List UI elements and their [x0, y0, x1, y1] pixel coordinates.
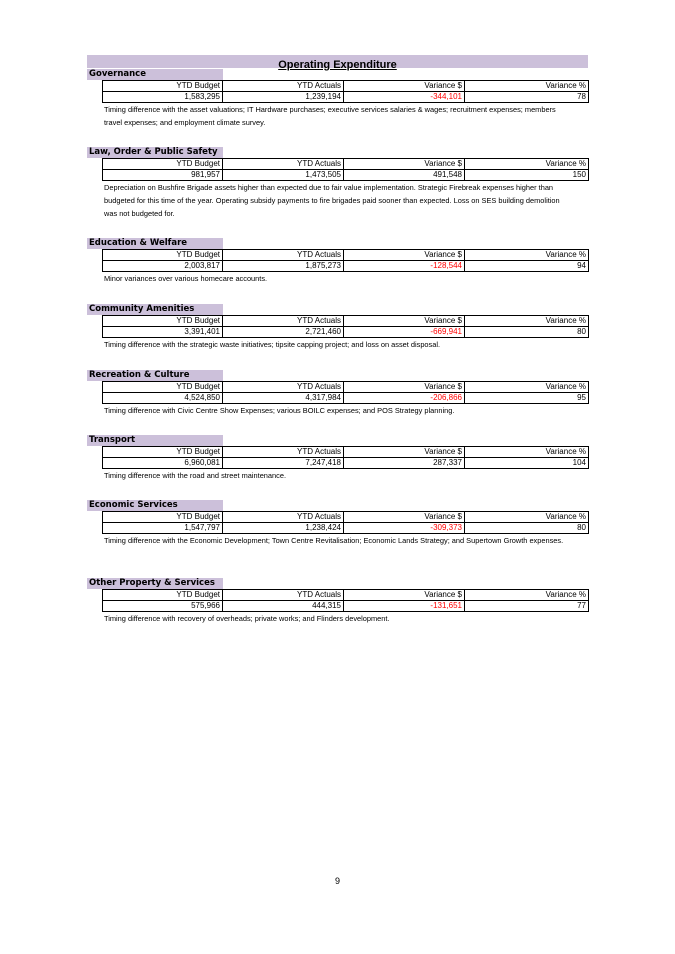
- column-header: Variance $: [344, 382, 465, 393]
- column-header: YTD Budget: [103, 590, 223, 601]
- column-header: YTD Budget: [103, 81, 223, 92]
- variance-dollar-cell: -344,101: [344, 92, 465, 103]
- ytd-actuals-cell: 1,238,424: [223, 523, 344, 534]
- section-other-property-services: [87, 578, 588, 625]
- table-header-row: [103, 250, 589, 261]
- column-header: Variance %: [465, 512, 589, 523]
- column-header: YTD Actuals: [223, 590, 344, 601]
- column-header: YTD Actuals: [223, 316, 344, 327]
- ytd-budget-cell: 981,957: [103, 170, 223, 181]
- variance-dollar-cell: -669,941: [344, 327, 465, 338]
- section-heading: Community Amenities: [87, 304, 223, 315]
- variance-percent-cell: 95: [465, 393, 589, 404]
- variance-note: Timing difference with the asset valuations; IT Hardware purchases; executive services salaries & wages; recruitment expenses; members travel expenses; and employment climate survey.: [104, 105, 556, 127]
- table-header-row: [103, 447, 589, 458]
- page-title: Operating Expenditure: [278, 59, 397, 71]
- section-heading: Other Property & Services: [87, 578, 223, 589]
- section-education-welfare: [87, 238, 588, 285]
- section-heading: Governance: [87, 69, 223, 80]
- ytd-budget-cell: 1,583,295: [103, 92, 223, 103]
- title-bar: [87, 55, 588, 71]
- variance-table: [102, 511, 589, 534]
- column-header: Variance %: [465, 159, 589, 170]
- table-header-row: [103, 316, 589, 327]
- variance-table: [102, 589, 589, 612]
- column-header: YTD Budget: [103, 159, 223, 170]
- column-header: Variance %: [465, 590, 589, 601]
- ytd-budget-cell: 3,391,401: [103, 327, 223, 338]
- table-header-row: [103, 81, 589, 92]
- table-row: [103, 170, 589, 181]
- table-row: [103, 327, 589, 338]
- table-row: [103, 393, 589, 404]
- variance-table: [102, 381, 589, 404]
- section-heading: Education & Welfare: [87, 238, 223, 249]
- section-heading: Economic Services: [87, 500, 223, 511]
- variance-note: Timing difference with the strategic waste initiatives; tipsite capping project; and loss on asset disposal.: [104, 340, 441, 349]
- variance-table: [102, 80, 589, 103]
- column-header: Variance $: [344, 250, 465, 261]
- table-row: [103, 261, 589, 272]
- variance-note: Timing difference with the road and street maintenance.: [104, 471, 286, 480]
- section-community-amenities: [87, 304, 588, 351]
- column-header: YTD Actuals: [223, 447, 344, 458]
- ytd-actuals-cell: 444,315: [223, 601, 344, 612]
- variance-dollar-cell: 491,548: [344, 170, 465, 181]
- ytd-actuals-cell: 1,239,194: [223, 92, 344, 103]
- variance-note: Minor variances over various homecare accounts.: [104, 274, 268, 283]
- column-header: Variance $: [344, 316, 465, 327]
- ytd-budget-cell: 1,547,797: [103, 523, 223, 534]
- variance-table: [102, 158, 589, 181]
- variance-note: Timing difference with Civic Centre Show Expenses; various BOILC expenses; and POS Strategy planning.: [104, 406, 455, 415]
- section-law-order-public-safety: [87, 147, 588, 220]
- column-header: YTD Budget: [103, 512, 223, 523]
- column-header: Variance %: [465, 316, 589, 327]
- column-header: Variance %: [465, 447, 589, 458]
- ytd-actuals-cell: 1,473,505: [223, 170, 344, 181]
- section-governance: [87, 69, 588, 129]
- column-header: Variance %: [465, 81, 589, 92]
- table-row: [103, 523, 589, 534]
- ytd-actuals-cell: 4,317,984: [223, 393, 344, 404]
- variance-percent-cell: 77: [465, 601, 589, 612]
- section-recreation-culture: [87, 370, 588, 417]
- variance-dollar-cell: -128,544: [344, 261, 465, 272]
- ytd-budget-cell: 2,003,817: [103, 261, 223, 272]
- column-header: YTD Actuals: [223, 382, 344, 393]
- variance-table: [102, 315, 589, 338]
- variance-dollar-cell: -309,373: [344, 523, 465, 534]
- table-row: [103, 601, 589, 612]
- section-heading: Transport: [87, 435, 223, 446]
- column-header: YTD Actuals: [223, 159, 344, 170]
- column-header: YTD Actuals: [223, 250, 344, 261]
- variance-dollar-cell: 287,337: [344, 458, 465, 469]
- column-header: Variance $: [344, 590, 465, 601]
- variance-note: Depreciation on Bushfire Brigade assets higher than expected due to fair value implementation. Strategic Firebreak expenses higher than budgeted for this time of the year. Operating subsidy payments to fire brigades paid sooner than expected. Loss on SES building demolition was not budgeted for.: [104, 183, 560, 218]
- column-header: YTD Budget: [103, 382, 223, 393]
- table-header-row: [103, 159, 589, 170]
- variance-table: [102, 249, 589, 272]
- section-heading: Law, Order & Public Safety: [87, 147, 223, 158]
- variance-percent-cell: 78: [465, 92, 589, 103]
- column-header: Variance $: [344, 81, 465, 92]
- column-header: Variance %: [465, 382, 589, 393]
- ytd-budget-cell: 6,960,081: [103, 458, 223, 469]
- variance-note: Timing difference with the Economic Development; Town Centre Revitalisation; Economic Lands Strategy; and Supertown Growth expenses.: [104, 536, 564, 545]
- table-header-row: [103, 382, 589, 393]
- page-number: 9: [334, 876, 340, 886]
- variance-dollar-cell: -131,651: [344, 601, 465, 612]
- variance-note: Timing difference with recovery of overheads; private works; and Flinders development.: [104, 614, 390, 623]
- column-header: YTD Actuals: [223, 512, 344, 523]
- section-transport: [87, 435, 588, 482]
- table-header-row: [103, 590, 589, 601]
- variance-percent-cell: 94: [465, 261, 589, 272]
- column-header: Variance $: [344, 447, 465, 458]
- column-header: YTD Budget: [103, 447, 223, 458]
- variance-table: [102, 446, 589, 469]
- section-heading: Recreation & Culture: [87, 370, 223, 381]
- column-header: Variance $: [344, 159, 465, 170]
- ytd-actuals-cell: 1,875,273: [223, 261, 344, 272]
- section-economic-services: [87, 500, 588, 547]
- ytd-budget-cell: 4,524,850: [103, 393, 223, 404]
- variance-percent-cell: 104: [465, 458, 589, 469]
- variance-percent-cell: 80: [465, 523, 589, 534]
- table-header-row: [103, 512, 589, 523]
- column-header: Variance %: [465, 250, 589, 261]
- ytd-actuals-cell: 7,247,418: [223, 458, 344, 469]
- column-header: YTD Budget: [103, 316, 223, 327]
- column-header: YTD Actuals: [223, 81, 344, 92]
- column-header: Variance $: [344, 512, 465, 523]
- table-row: [103, 92, 589, 103]
- ytd-budget-cell: 575,966: [103, 601, 223, 612]
- variance-dollar-cell: -206,866: [344, 393, 465, 404]
- ytd-actuals-cell: 2,721,460: [223, 327, 344, 338]
- variance-percent-cell: 150: [465, 170, 589, 181]
- table-row: [103, 458, 589, 469]
- column-header: YTD Budget: [103, 250, 223, 261]
- variance-percent-cell: 80: [465, 327, 589, 338]
